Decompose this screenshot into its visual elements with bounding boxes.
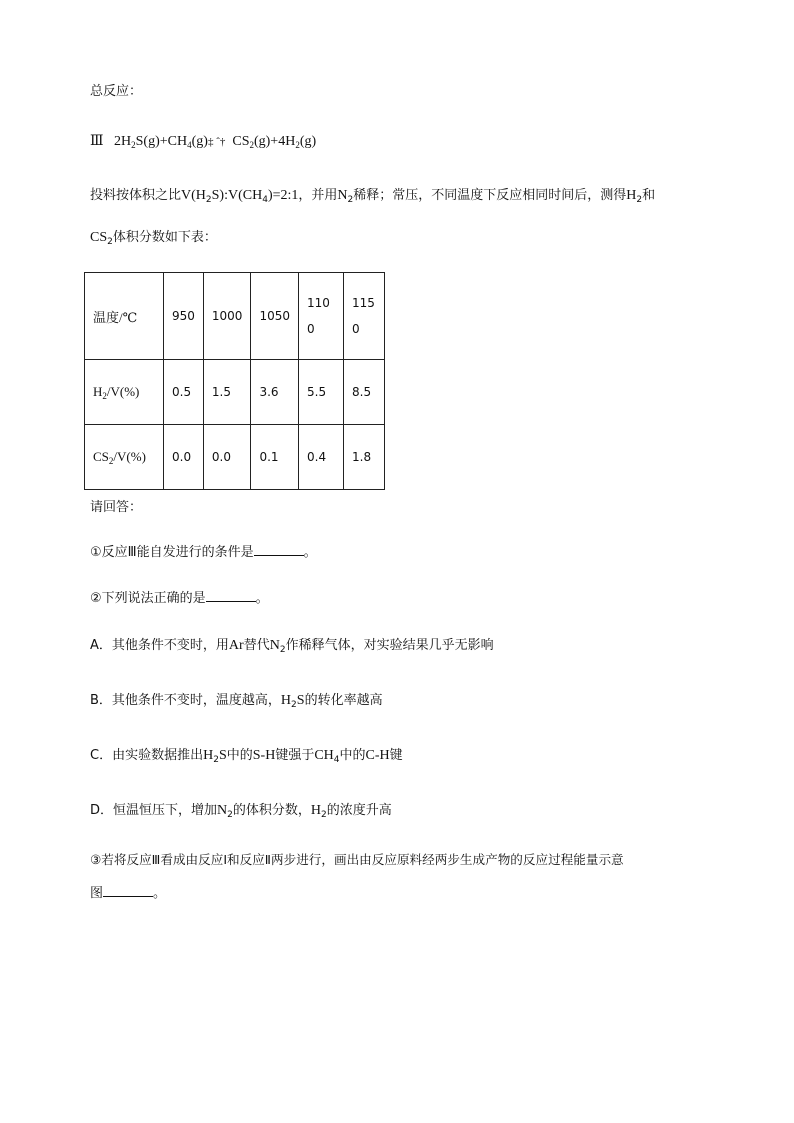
subscript: 2 (205, 195, 212, 205)
option-formula: H (203, 748, 214, 763)
subscript: 2 (347, 195, 354, 205)
option-text: C．由实验数据推出 (90, 748, 204, 763)
intro-formula: S):V(CH (211, 188, 263, 203)
reaction-text: CS (232, 134, 250, 149)
table-cell: 8.5 (344, 360, 385, 425)
option-text: 的浓度升高 (326, 803, 392, 818)
intro-line-1 (90, 187, 655, 205)
reaction-text: S(g)+CH (135, 134, 188, 149)
cell-line: 115 (352, 296, 375, 310)
row-header-temperature: 温度/℃ (85, 273, 164, 360)
option-text: 作稀释气体，对实验结果几乎无影响 (285, 638, 494, 653)
table-row (85, 360, 385, 425)
option-c (90, 747, 403, 765)
table-cell (299, 273, 344, 360)
option-text: A．其他条件不变时，用 (90, 638, 229, 653)
option-text: 中的 (226, 748, 253, 763)
option-formula: S (296, 693, 305, 708)
header-label: 总反应： (90, 84, 143, 99)
equilibrium-arrow: ‡ ˆ† (207, 136, 226, 148)
option-formula: S-H (252, 748, 276, 763)
reaction-roman: Ⅲ (90, 134, 104, 149)
option-formula: CH (314, 748, 334, 763)
option-text: 键强于 (275, 748, 315, 763)
table-row (85, 273, 385, 360)
header-text: /V(%) (113, 449, 146, 464)
option-formula: H (280, 693, 292, 708)
table-cell: 0.1 (251, 425, 299, 490)
end-mark: 。 (153, 886, 167, 901)
intro-formula: CS (90, 230, 108, 245)
header-text: H (93, 384, 103, 399)
question-text: ①反应Ⅲ能自发进行的条件是 (90, 545, 254, 560)
table-cell: 3.6 (251, 360, 299, 425)
subscript: 2 (279, 645, 286, 655)
answer-blank[interactable] (254, 543, 304, 556)
question-3-line-1: ③若将反应Ⅲ看成由反应Ⅰ和反应Ⅱ两步进行，画出由反应原料经两步生成产物的反应过程能量示意 (90, 852, 624, 867)
subscript: 2 (249, 140, 254, 150)
intro-formula: V(H (181, 188, 206, 203)
subscript: 4 (262, 195, 268, 205)
subscript: 4 (187, 140, 192, 150)
reaction-text: (g)+4H (253, 134, 296, 149)
subscript: 2 (227, 810, 233, 820)
subscript: 2 (213, 755, 219, 765)
reaction-equation (90, 133, 316, 151)
end-mark: 。 (255, 591, 269, 606)
option-d (90, 802, 392, 820)
intro-formula: H (626, 188, 637, 203)
intro-text: 稀释；常压，不同温度下反应相同时间后，测得 (353, 188, 627, 203)
option-formula: S (218, 748, 227, 763)
option-formula: N (269, 638, 280, 653)
reaction-text: (g) (299, 134, 317, 149)
question-1 (90, 543, 317, 562)
intro-formula: )=2:1 (267, 188, 299, 203)
table-cell: 1000 (203, 273, 251, 360)
option-b (90, 692, 383, 710)
option-text: 替代 (243, 638, 270, 653)
questions-prompt: 请回答： (90, 500, 143, 515)
table-cell: 5.5 (299, 360, 344, 425)
intro-formula: N (337, 188, 348, 203)
data-table (84, 272, 385, 490)
subscript: 2 (102, 391, 107, 401)
answer-blank[interactable] (206, 589, 256, 602)
row-header-h2 (85, 360, 164, 425)
subscript: 2 (108, 456, 114, 466)
table-cell: 0.4 (299, 425, 344, 490)
question-text: ②下列说法正确的是 (90, 591, 206, 606)
cell-line: 110 (307, 296, 330, 310)
intro-text: 体积分数如下表： (112, 230, 217, 245)
subscript: 2 (131, 140, 136, 150)
cell-line: 0 (352, 322, 360, 336)
subscript: 2 (291, 700, 297, 710)
option-a (90, 637, 494, 655)
row-header-cs2 (85, 425, 164, 490)
header-text: /V(%) (106, 384, 140, 399)
intro-line-2 (90, 229, 217, 247)
table-cell: 0.0 (164, 425, 204, 490)
question-2 (90, 589, 269, 608)
table-cell: 1.5 (203, 360, 251, 425)
option-text: 的转化率越高 (304, 693, 383, 708)
subscript: 4 (333, 755, 340, 765)
option-text: B．其他条件不变时，温度越高， (90, 693, 281, 708)
table-cell: 0.0 (203, 425, 251, 490)
table-cell: 1050 (251, 273, 299, 360)
option-text: 键 (389, 748, 403, 763)
reaction-text: (g) (191, 134, 208, 149)
table-cell: 950 (164, 273, 204, 360)
option-formula: C-H (365, 748, 390, 763)
option-text: D．恒温恒压下，增加 (90, 803, 218, 818)
subscript: 2 (321, 810, 327, 820)
option-text: 的体积分数， (232, 803, 311, 818)
end-mark: 。 (303, 545, 317, 560)
option-formula: H (310, 803, 322, 818)
option-formula: N (217, 803, 228, 818)
subscript: 2 (107, 237, 113, 247)
subscript: 2 (295, 140, 300, 150)
answer-blank[interactable] (103, 884, 153, 897)
option-formula: Ar (228, 638, 244, 653)
subscript: 2 (636, 195, 643, 205)
table-cell: 1.8 (344, 425, 385, 490)
question-3-line-2 (90, 884, 166, 903)
intro-text: 投料按体积之比 (90, 188, 182, 203)
header-text: CS (93, 449, 109, 464)
table-cell (344, 273, 385, 360)
cell-line: 0 (307, 322, 315, 336)
intro-text: ，并用 (298, 188, 338, 203)
table-cell: 0.5 (164, 360, 204, 425)
option-text: 中的 (339, 748, 366, 763)
question-text: 图 (90, 886, 104, 901)
intro-text: 和 (642, 188, 656, 203)
reaction-text: 2H (114, 134, 132, 149)
table-row (85, 425, 385, 490)
